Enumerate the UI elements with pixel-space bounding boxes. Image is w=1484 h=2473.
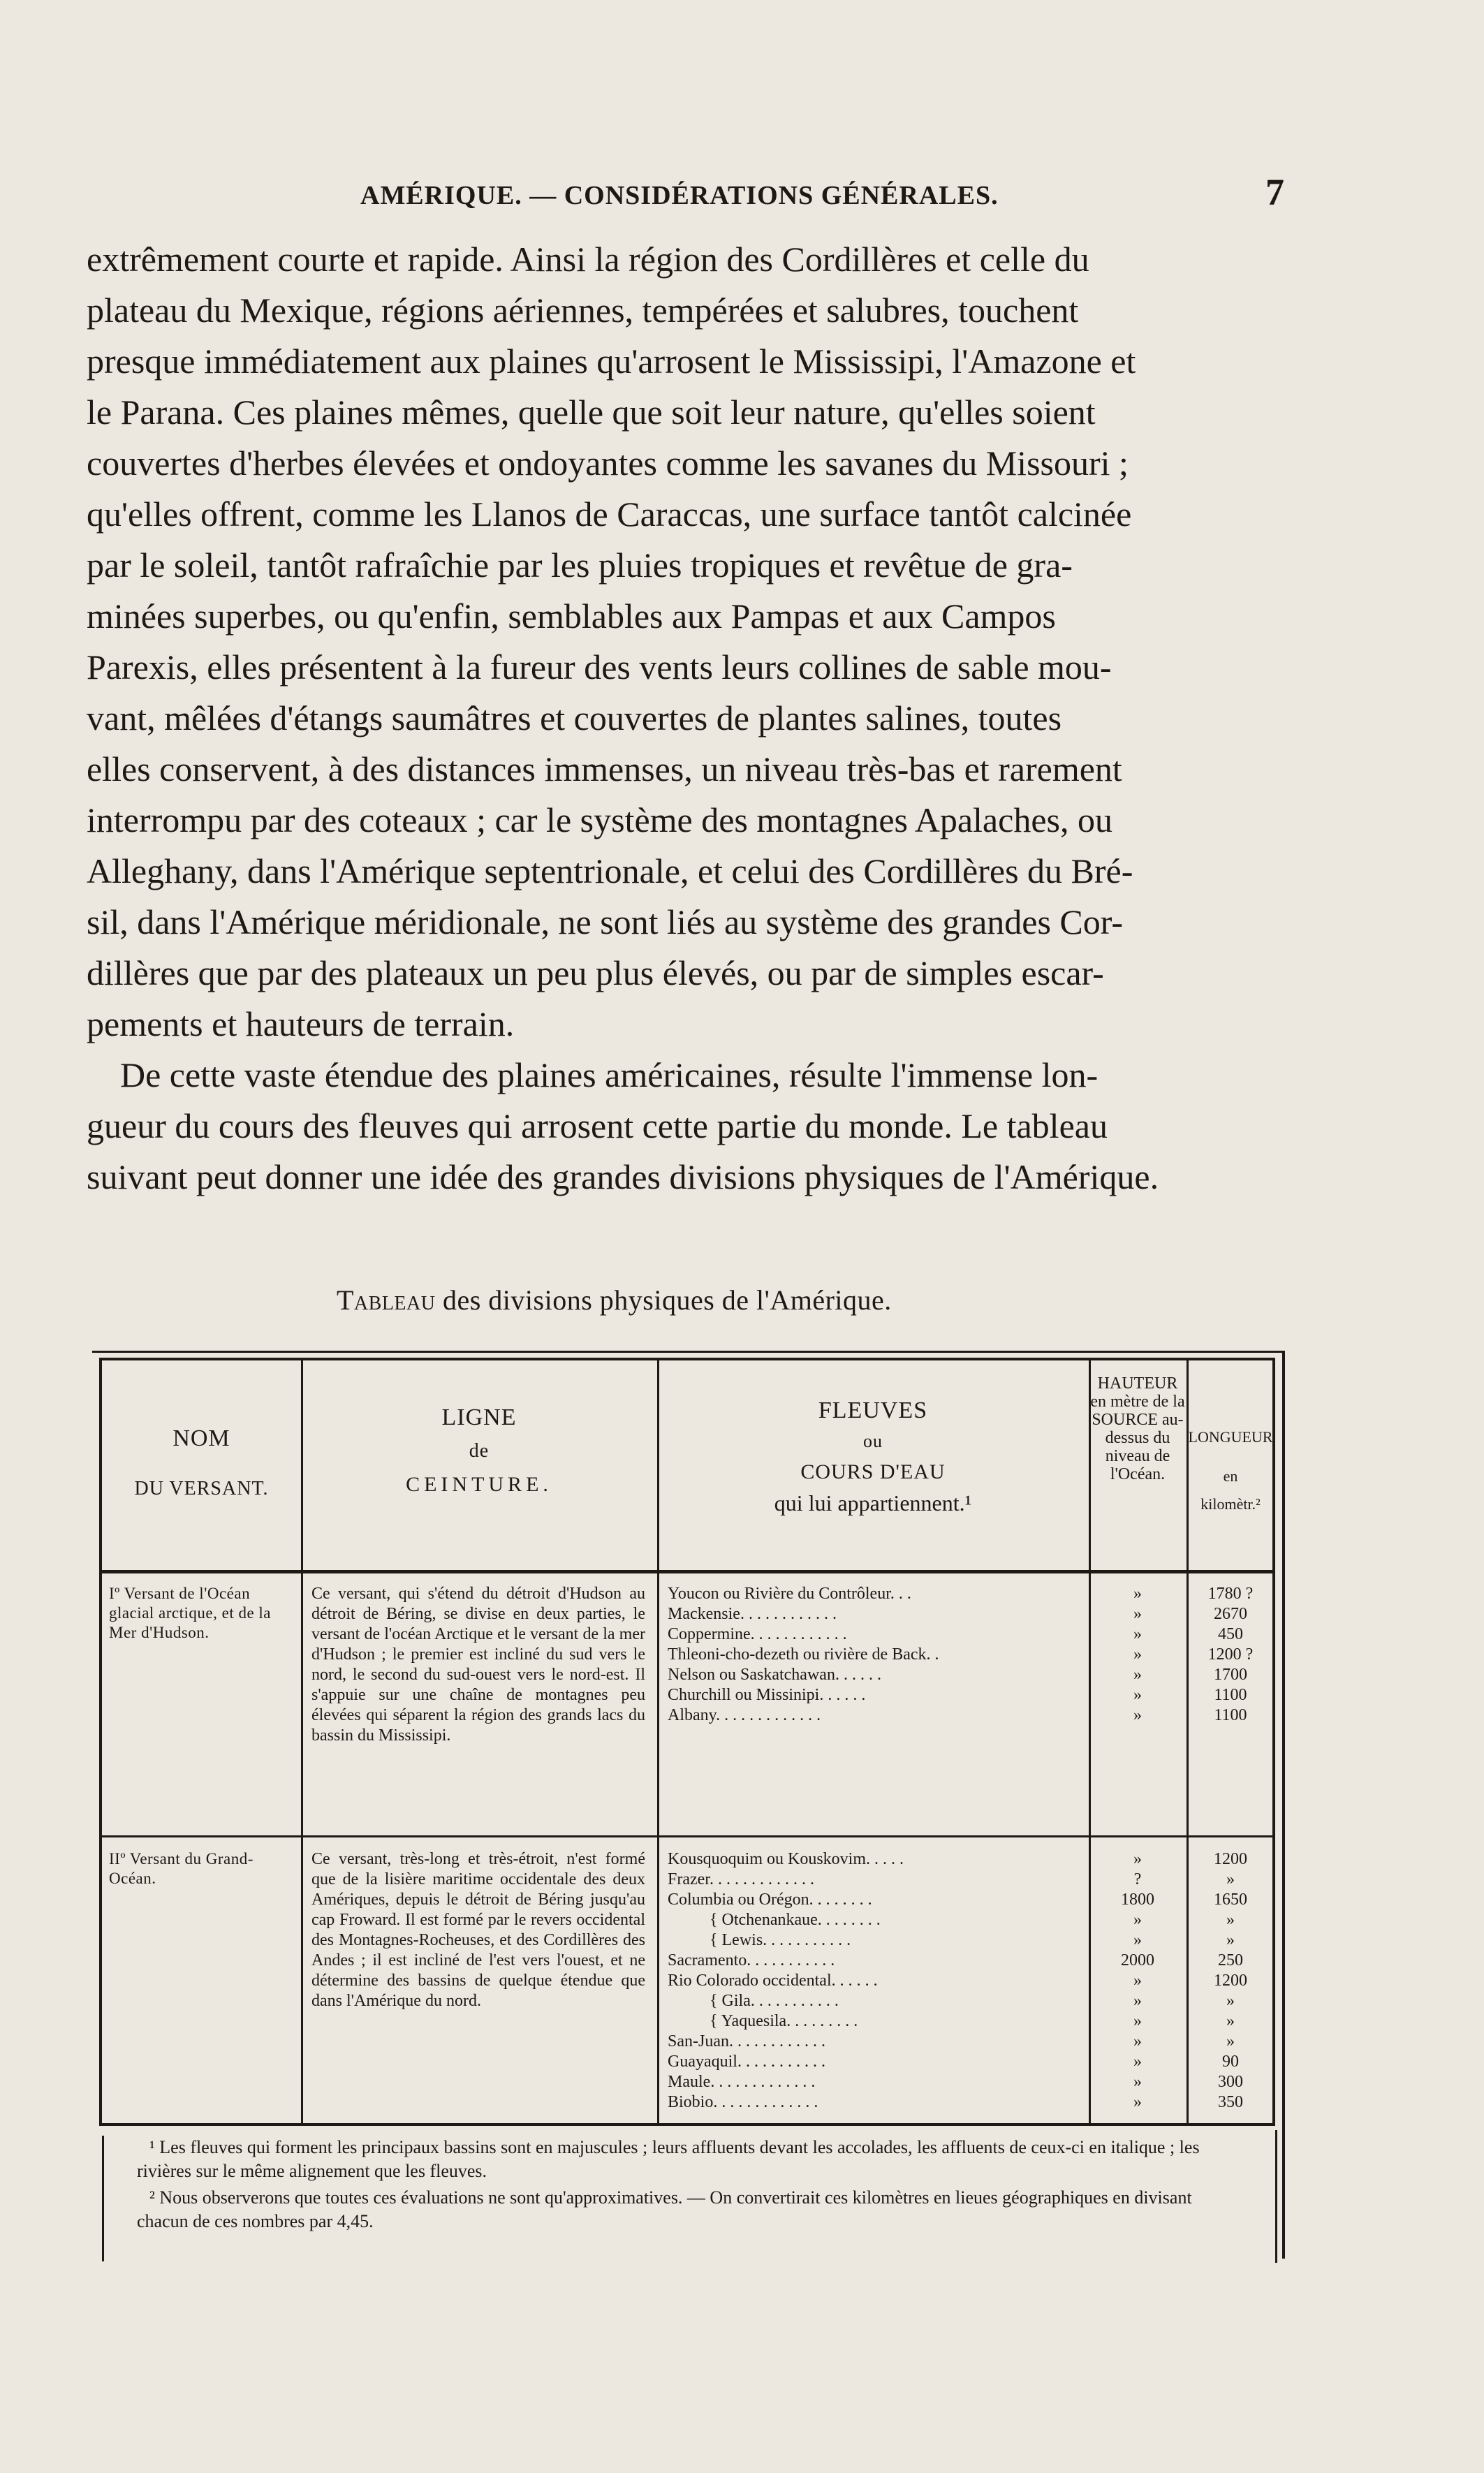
row1-longueur — [1187, 1584, 1274, 1726]
hauteur-value: » — [1133, 2032, 1142, 2050]
paragraph-2 — [87, 1050, 1295, 1101]
header-hauteur: HAUTEUR en mètre de la SOURCE au-dessus du niveau de l'Océan. — [1090, 1374, 1185, 1483]
longueur-value: » — [1226, 1870, 1235, 1888]
longueur-value: 1200 ? — [1207, 1645, 1254, 1664]
line-7: par le soleil, tantôt rafraîchie par les pluies tropiques et revêtue de gra- — [87, 545, 1073, 585]
hauteur-value: » — [1133, 2093, 1142, 2111]
header-title: AMÉRIQUE. — CONSIDÉRATIONS GÉNÉRALES. — [360, 181, 999, 210]
fleuve-item: Kousquoquim ou Kouskovim. . . . . — [668, 1850, 904, 1868]
caption-rest: des divisions physiques de l'Amérique. — [435, 1284, 892, 1316]
row2-longueur — [1187, 1849, 1274, 2113]
longueur-value: 1100 — [1214, 1706, 1247, 1724]
table-caption — [337, 1284, 892, 1316]
paragraph-1 — [87, 234, 1295, 1050]
longueur-value: 450 — [1218, 1625, 1243, 1643]
paragraph-2-cont — [87, 1101, 1295, 1203]
header-ligne-1: LIGNE — [441, 1404, 517, 1430]
fleuve-item: Frazer. . . . . . . . . . . . . — [668, 1870, 814, 1888]
longueur-value: » — [1226, 1911, 1235, 1929]
header-nom — [102, 1423, 301, 1504]
row1-versant: Iº Versant de l'Océan glacial arctique, et de la Mer d'Hudson. — [109, 1585, 272, 1641]
row-divider — [102, 1835, 1272, 1837]
header-longueur-2: en — [1223, 1467, 1238, 1485]
row2-ceinture: Ce versant, très-long et très-étroit, n'est formé que de la lisière maritime occidentale des deux Amériques, depuis le détroit de Béring jusqu'au cap Froward. Il est formé par le revers occidental des Montagnes-Rocheuses, et des Cordillères des Andes ; il est incliné de l'est vers l'ouest, et ne détermine des bassins de quelque étendue que dans l'Amérique du nord. — [311, 1850, 645, 2010]
header-ligne-3: CEINTURE. — [406, 1473, 552, 1496]
header-rule — [102, 1570, 1272, 1573]
line-15: dillères que par des plateaux un peu plus élevés, ou par de simples escar- — [87, 953, 1104, 992]
header-longueur-1: LONGUEUR — [1188, 1428, 1273, 1446]
fleuve-item: { Gila. . . . . . . . . . . — [710, 1992, 839, 2010]
hauteur-value: » — [1133, 1972, 1142, 1990]
longueur-value: 1200 — [1214, 1850, 1247, 1868]
fleuve-item: Churchill ou Missinipi. . . . . . — [668, 1686, 866, 1704]
fleuve-item: { Lewis. . . . . . . . . . . — [710, 1931, 851, 1949]
longueur-value: 350 — [1218, 2093, 1243, 2111]
footnotes — [137, 2136, 1247, 2236]
fleuve-item: Maule. . . . . . . . . . . . . — [668, 2073, 816, 2091]
hauteur-value: » — [1133, 2053, 1142, 2071]
fleuve-item: Biobio. . . . . . . . . . . . . — [668, 2093, 818, 2111]
longueur-value: 2670 — [1214, 1605, 1247, 1623]
longueur-value: 1650 — [1214, 1891, 1247, 1909]
hauteur-value: » — [1133, 1625, 1142, 1643]
caption-word: Tableau — [337, 1284, 436, 1316]
hauteur-value: » — [1133, 1605, 1142, 1623]
longueur-value: 300 — [1218, 2073, 1243, 2091]
hauteur-value: ? — [1133, 1870, 1142, 1888]
hauteur-value: » — [1133, 1911, 1142, 1929]
line-1: extrêmement courte et rapide. Ainsi la région des Cordillères et celle du — [87, 240, 1089, 279]
line-12: interrompu par des coteaux ; car le système des montagnes Apalaches, ou — [87, 800, 1112, 839]
line-4: le Parana. Ces plaines mêmes, quelle que soit leur nature, qu'elles soient — [87, 392, 1096, 432]
header-fleuves-4: qui lui appartiennent.¹ — [774, 1490, 972, 1516]
hauteur-value: » — [1133, 2012, 1142, 2030]
hauteur-value: » — [1133, 1706, 1142, 1724]
line-3: presque immédiatement aux plaines qu'arrosent le Mississipi, l'Amazone et — [87, 342, 1136, 381]
hauteur-value: » — [1133, 1686, 1142, 1704]
hauteur-value: » — [1133, 2073, 1142, 2091]
longueur-value: 1200 — [1214, 1972, 1247, 1990]
header-fleuves-2: ou — [863, 1431, 883, 1451]
footnote-2: ² Nous observerons que toutes ces évaluations ne sont qu'approximatives. — On convertirait ces kilomètres en lieues géographiques en divisant chacun de ces nombres par 4,45. — [137, 2187, 1192, 2231]
fleuve-item: Columbia ou Orégon. . . . . . . . — [668, 1891, 872, 1909]
table-outer-right-rule — [1282, 1351, 1285, 2259]
line-14: sil, dans l'Amérique méridionale, ne sont liés au système des grandes Cor- — [87, 902, 1124, 941]
longueur-value: 90 — [1222, 2053, 1239, 2071]
line-17: De cette vaste étendue des plaines américaines, résulte l'immense lon- — [120, 1055, 1099, 1094]
line-10: vant, mêlées d'étangs saumâtres et couvertes de plantes salines, toutes — [87, 698, 1062, 738]
footnote-1: ¹ Les fleuves qui forment les principaux bassins sont en majuscules ; leurs affluents devant les accolades, les affluents de ceux-ci en italique ; les rivières sur le même alignement que les fleuves. — [137, 2137, 1200, 2181]
row1-fleuves — [668, 1584, 1081, 1726]
footnote-left-rule — [102, 2136, 104, 2261]
header-ligne-2: de — [469, 1440, 490, 1462]
fleuve-item: { Yaquesila. . . . . . . . . — [710, 2012, 858, 2030]
fleuve-item: Sacramento. . . . . . . . . . . — [668, 1951, 835, 1969]
header-nom-1: NOM — [172, 1425, 230, 1451]
header-ligne — [301, 1402, 657, 1500]
header-longueur — [1187, 1423, 1274, 1518]
header-longueur-3: kilomètr.² — [1200, 1495, 1261, 1513]
line-9: Parexis, elles présentent à la fureur des vents leurs collines de sable mou- — [87, 647, 1112, 687]
hauteur-value: » — [1133, 1585, 1142, 1603]
line-16: pements et hauteurs de terrain. — [87, 1004, 515, 1043]
fleuve-item: Coppermine. . . . . . . . . . . . — [668, 1625, 847, 1643]
longueur-value: » — [1226, 1992, 1235, 2010]
header-fleuves — [657, 1395, 1089, 1518]
hauteur-value: » — [1133, 1850, 1142, 1868]
header-fleuves-1: FLEUVES — [818, 1397, 928, 1423]
line-11: elles conservent, à des distances immenses, un niveau très-bas et rarement — [87, 749, 1122, 788]
line-5: couvertes d'herbes élevées et ondoyantes comme les savanes du Missouri ; — [87, 443, 1129, 483]
fleuve-item: Albany. . . . . . . . . . . . . — [668, 1706, 821, 1724]
longueur-value: 250 — [1218, 1951, 1243, 1969]
hauteur-value: » — [1133, 1992, 1142, 2010]
longueur-value: 1780 ? — [1207, 1585, 1254, 1603]
fleuve-item: Youcon ou Rivière du Contrôleur. . . — [668, 1585, 911, 1603]
line-13: Alleghany, dans l'Amérique septentrionale, et celui des Cordillères du Bré- — [87, 851, 1133, 890]
footnote-right-rule — [1275, 2130, 1277, 2263]
row2-hauteur — [1089, 1849, 1187, 2113]
row2-fleuves — [668, 1849, 1081, 2113]
longueur-value: 1700 — [1214, 1666, 1247, 1684]
line-8: minées superbes, ou qu'enfin, semblables aux Pampas et aux Campos — [87, 596, 1056, 636]
line-18: gueur du cours des fleuves qui arrosent cette partie du monde. Le tableau — [87, 1106, 1108, 1145]
row2-versant: IIº Versant du Grand-Océan. — [109, 1850, 254, 1887]
longueur-value: » — [1226, 2032, 1235, 2050]
header-nom-2: DU VERSANT. — [134, 1478, 269, 1499]
fleuve-item: Guayaquil. . . . . . . . . . . — [668, 2053, 825, 2071]
hauteur-value: » — [1133, 1645, 1142, 1664]
fleuve-item: Thleoni-cho-dezeth ou rivière de Back. . — [668, 1645, 939, 1664]
line-6: qu'elles offrent, comme les Llanos de Caraccas, une surface tantôt calcinée — [87, 494, 1132, 534]
body-text — [87, 234, 1295, 1203]
row1-hauteur — [1089, 1584, 1187, 1726]
line-19: suivant peut donner une idée des grandes divisions physiques de l'Amérique. — [87, 1157, 1159, 1196]
physical-divisions-table — [99, 1358, 1275, 2126]
hauteur-value: 2000 — [1121, 1951, 1154, 1969]
row1-ceinture: Ce versant, qui s'étend du détroit d'Hudson au détroit de Béring, se divise en deux parties, le versant de l'océan Arctique et le versant de la mer d'Hudson ; le premier est incliné du sud vers le nord, le second du sud-ouest vers le nord-est. Il s'appuie sur une chaîne de montagnes peu élevées qui séparent la région des grands lacs du bassin du Mississipi. — [311, 1585, 645, 1745]
fleuve-item: Mackensie. . . . . . . . . . . . — [668, 1605, 837, 1623]
fleuve-item: San-Juan. . . . . . . . . . . . — [668, 2032, 825, 2050]
longueur-value: » — [1226, 1931, 1235, 1949]
fleuve-item: { Otchenankaue. . . . . . . . — [710, 1911, 881, 1929]
hauteur-value: 1800 — [1121, 1891, 1154, 1909]
fleuve-item: Rio Colorado occidental. . . . . . — [668, 1972, 878, 1990]
running-header — [0, 171, 1484, 215]
hauteur-value: » — [1133, 1666, 1142, 1684]
page-number: 7 — [1265, 171, 1284, 213]
table-outer-rule — [92, 1351, 1282, 1353]
hauteur-value: » — [1133, 1931, 1142, 1949]
line-2: plateau du Mexique, régions aériennes, tempérées et salubres, touchent — [87, 291, 1079, 330]
header-fleuves-3: COURS D'EAU — [800, 1460, 946, 1483]
longueur-value: 1100 — [1214, 1686, 1247, 1704]
longueur-value: » — [1226, 2012, 1235, 2030]
fleuve-item: Nelson ou Saskatchawan. . . . . . — [668, 1666, 881, 1684]
